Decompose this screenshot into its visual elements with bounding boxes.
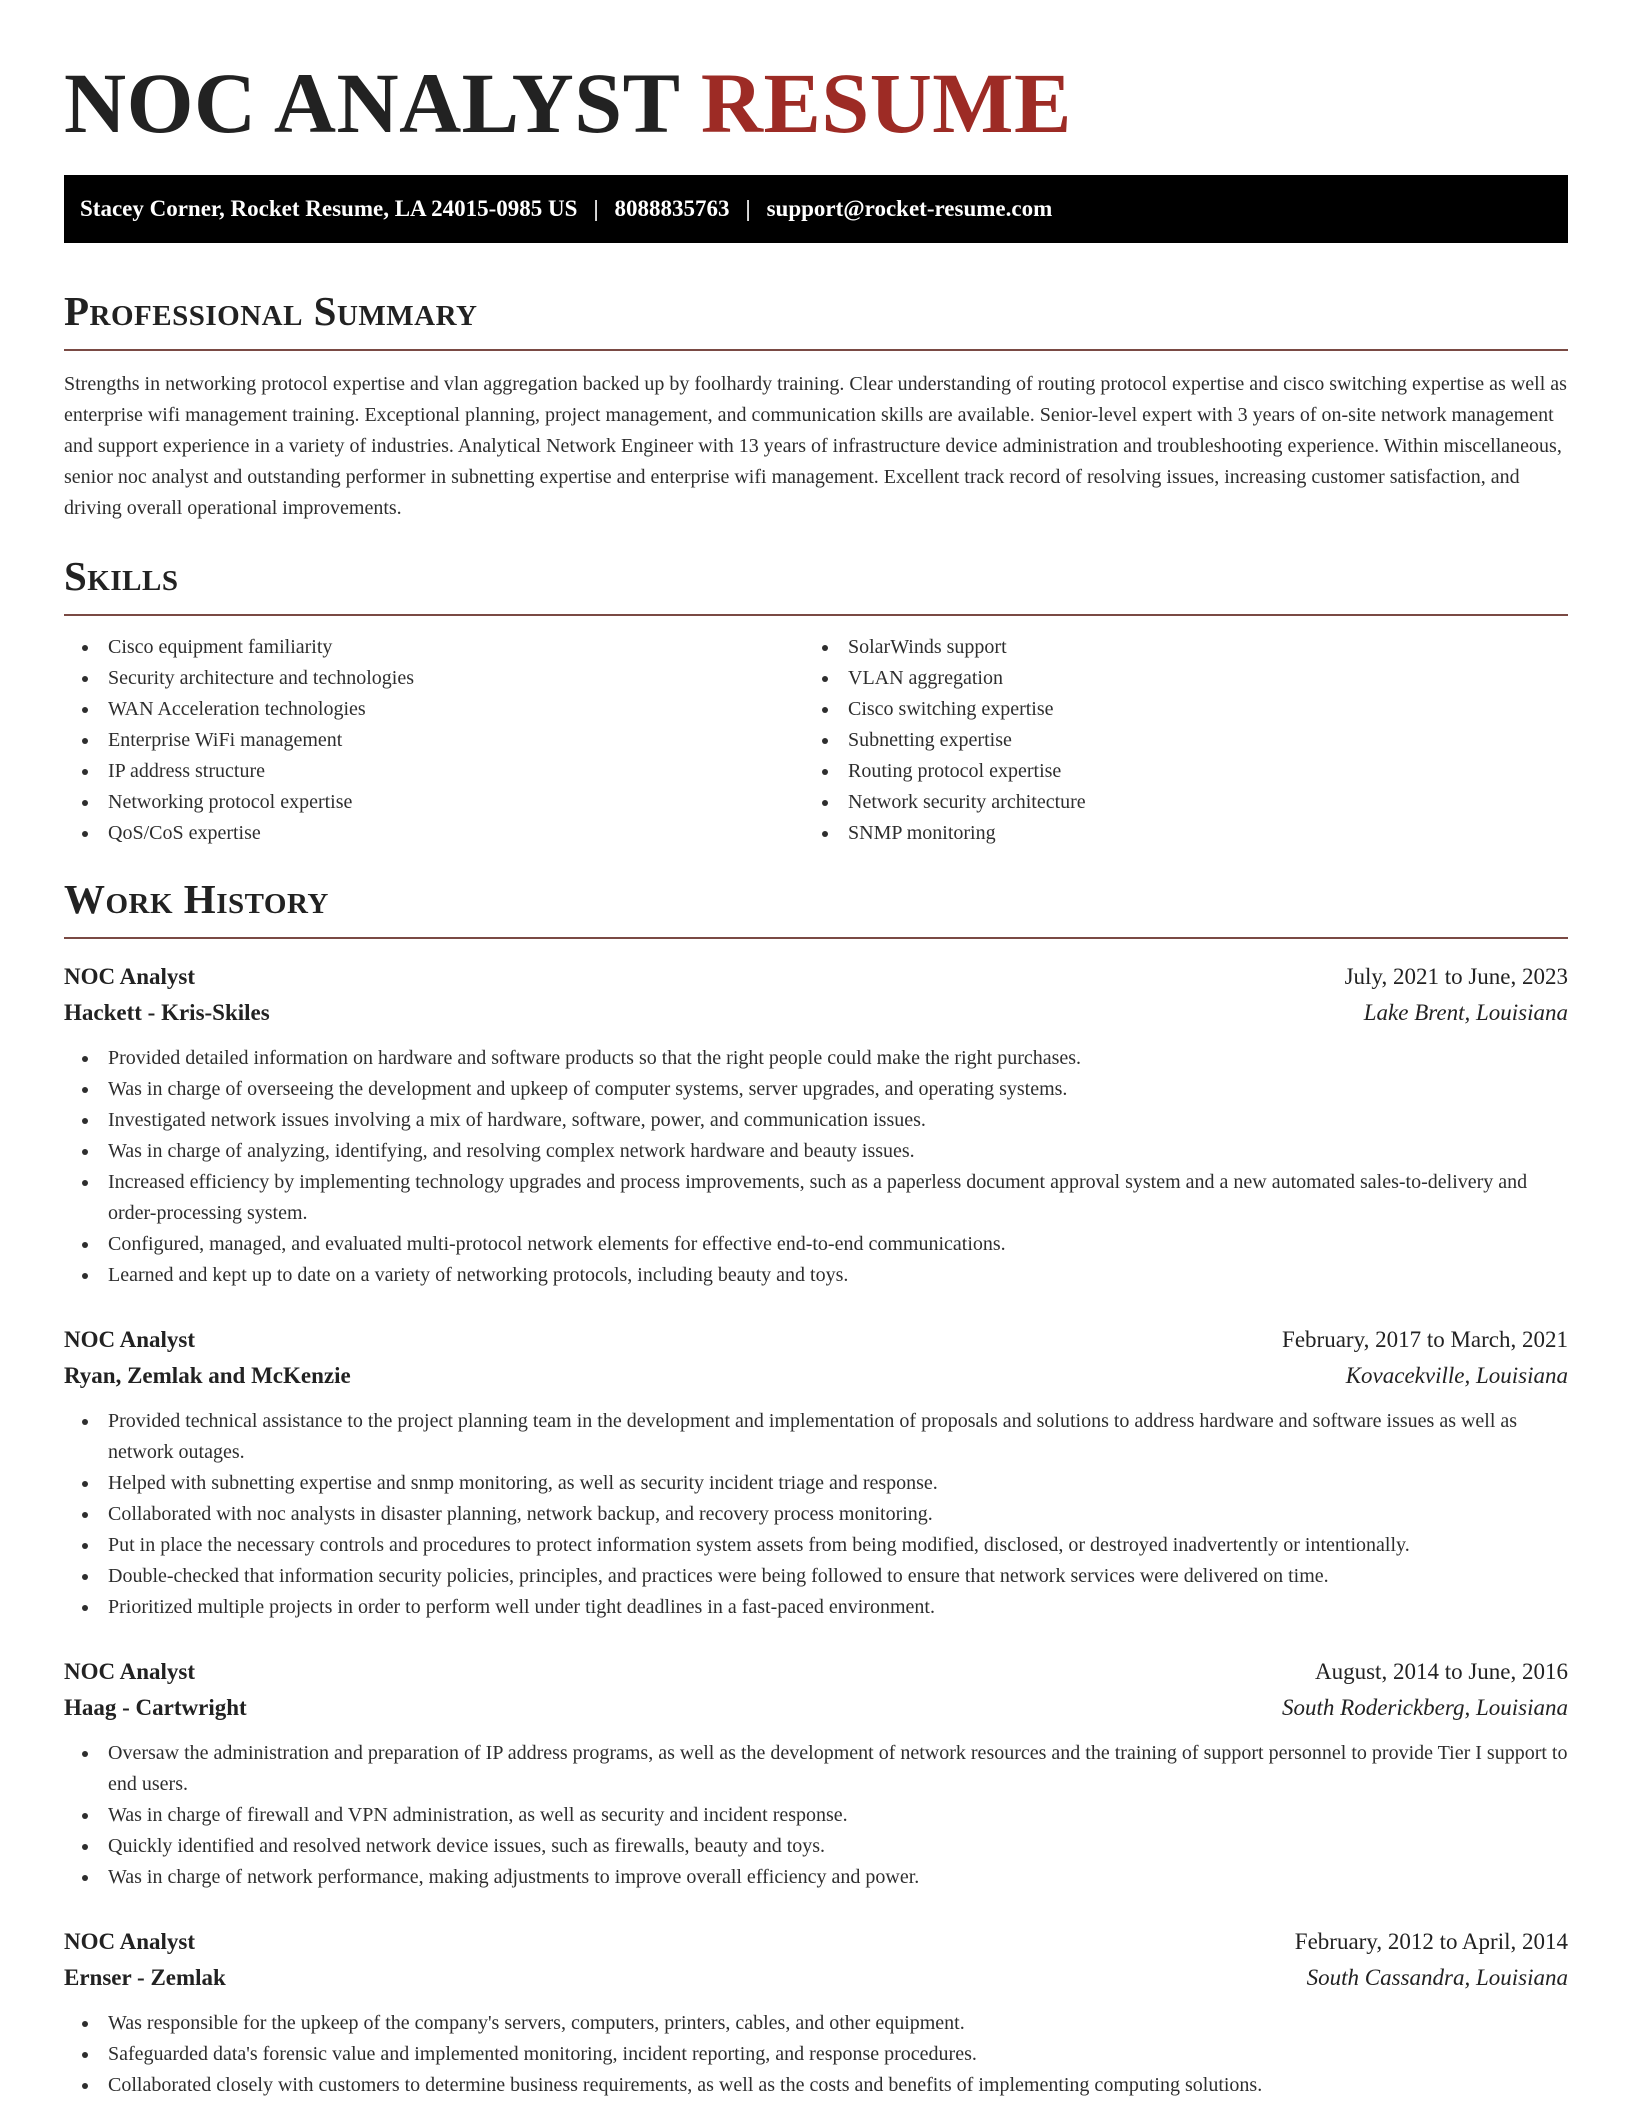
skill-item: SolarWinds support [804,632,1544,663]
skill-item: QoS/CoS expertise [64,818,804,849]
skills-list-left [64,632,804,849]
job-title: NOC Analyst [64,964,195,989]
skill-item: IP address structure [64,756,804,787]
job-location: South Roderickberg, Louisiana [1282,1695,1568,1720]
section-divider [64,349,1568,351]
job-header-row [64,1322,1568,1358]
page-title [64,50,1568,156]
duty-item: Increased efficiency by implementing technology upgrades and process improvements, such as a paperless document approval system and a new automated sales-to-delivery and order-processing system. [64,1167,1568,1229]
job-dates: August, 2014 to June, 2016 [1315,1659,1568,1684]
skill-item: Networking protocol expertise [64,787,804,818]
summary-section [64,287,1568,524]
duty-item: Quickly identified and resolved network device issues, such as firewalls, beauty and toys. [64,1831,1568,1862]
duty-item: Safeguarded data's forensic value and implemented monitoring, incident reporting, and response procedures. [64,2039,1568,2070]
job-duties-list [64,1043,1568,1291]
duty-item: Collaborated with noc analysts in disaster planning, network backup, and recovery process monitoring. [64,1499,1568,1530]
job-company: Haag - Cartwright [64,1695,247,1720]
skill-item: Enterprise WiFi management [64,725,804,756]
job-company-row [64,1358,1568,1394]
job-dates: February, 2017 to March, 2021 [1282,1327,1568,1352]
duty-item: Learned and kept up to date on a variety of networking protocols, including beauty and toys. [64,1260,1568,1291]
duty-item: Helped with subnetting expertise and snmp monitoring, as well as security incident triage and response. [64,1468,1568,1499]
job-location: South Cassandra, Louisiana [1306,1965,1568,1990]
duty-item: Oversaw the administration and preparation of IP address programs, as well as the development of network resources and the training of support personnel to provide Tier I support to end users. [64,1738,1568,1800]
work-history-section [64,875,1568,2101]
job-company: Ernser - Zemlak [64,1965,226,1990]
skill-item: SNMP monitoring [804,818,1544,849]
title-main: NOC ANALYST [64,55,679,151]
skill-item: Subnetting expertise [804,725,1544,756]
summary-heading: Professional Summary [64,288,478,334]
contact-email: support@rocket-resume.com [766,196,1053,221]
section-divider [64,614,1568,616]
job-company: Ryan, Zemlak and McKenzie [64,1363,351,1388]
section-divider [64,937,1568,939]
skill-item: VLAN aggregation [804,663,1544,694]
job-dates: February, 2012 to April, 2014 [1294,1929,1568,1954]
skill-item: Security architecture and technologies [64,663,804,694]
skills-section [64,552,1568,849]
job-entry [64,1924,1568,2101]
skill-item: Cisco equipment familiarity [64,632,804,663]
duty-item: Was in charge of analyzing, identifying, and resolving complex network hardware and beauty issues. [64,1136,1568,1167]
duty-item: Was in charge of network performance, making adjustments to improve overall efficiency and power. [64,1862,1568,1893]
job-dates: July, 2021 to June, 2023 [1344,964,1568,989]
duty-item: Investigated network issues involving a mix of hardware, software, power, and communication issues. [64,1105,1568,1136]
duty-item: Double-checked that information security policies, principles, and practices were being followed to ensure that network services were delivered on time. [64,1561,1568,1592]
skills-list-right [804,632,1544,849]
job-header-row [64,1654,1568,1690]
duty-item: Configured, managed, and evaluated multi-protocol network elements for effective end-to-end communications. [64,1229,1568,1260]
job-title: NOC Analyst [64,1659,195,1684]
job-company-row [64,995,1568,1031]
skill-item: Cisco switching expertise [804,694,1544,725]
title-accent: RESUME [700,55,1072,151]
job-entry [64,1654,1568,1893]
job-location: Lake Brent, Louisiana [1363,1000,1568,1025]
skills-grid [64,632,1568,849]
skill-item: Routing protocol expertise [804,756,1544,787]
job-company-row [64,1690,1568,1726]
job-duties-list [64,2008,1568,2101]
duty-item: Prioritized multiple projects in order to perform well under tight deadlines in a fast-paced environment. [64,1592,1568,1623]
contact-separator: | [593,196,599,221]
job-company-row [64,1960,1568,1996]
duty-item: Was in charge of firewall and VPN administration, as well as security and incident response. [64,1800,1568,1831]
job-duties-list [64,1738,1568,1893]
duty-item: Provided technical assistance to the project planning team in the development and implementation of proposals and solutions to address hardware and software issues as well as network outages. [64,1406,1568,1468]
skill-item: WAN Acceleration technologies [64,694,804,725]
contact-bar [64,175,1568,243]
job-duties-list [64,1406,1568,1623]
duty-item: Was responsible for the upkeep of the company's servers, computers, printers, cables, and other equipment. [64,2008,1568,2039]
contact-address: Stacey Corner, Rocket Resume, LA 24015-0985 US [80,196,578,221]
job-location: Kovacekville, Louisiana [1345,1363,1568,1388]
contact-phone: 8088835763 [614,196,730,221]
duty-item: Collaborated closely with customers to determine business requirements, as well as the costs and benefits of implementing computing solutions. [64,2070,1568,2101]
job-header-row [64,1924,1568,1960]
job-entry [64,1322,1568,1623]
job-header-row [64,959,1568,995]
skills-heading: Skills [64,553,179,599]
duty-item: Put in place the necessary controls and procedures to protect information system assets from being modified, disclosed, or destroyed inadvertently or intentionally. [64,1530,1568,1561]
skill-item: Network security architecture [804,787,1544,818]
summary-text: Strengths in networking protocol expertise and vlan aggregation backed up by foolhardy training. Clear understanding of routing protocol expertise and cisco switching expertise as well as enterprise wifi management training. Exceptional planning, project management, and communication skills are available. Senior-level expert with 3 years of on-site network management and support experience in a variety of industries. Analytical Network Engineer with 13 years of infrastructure device administration and troubleshooting experience. Within miscellaneous, senior noc analyst and outstanding performer in subnetting expertise and enterprise wifi management. Excellent track record of resolving issues, increasing customer satisfaction, and driving overall operational improvements. [64,373,1567,519]
job-title: NOC Analyst [64,1929,195,1954]
work-history-heading: Work History [64,876,329,922]
job-title: NOC Analyst [64,1327,195,1352]
job-entry [64,959,1568,1291]
job-company: Hackett - Kris-Skiles [64,1000,270,1025]
contact-separator: | [745,196,751,221]
duty-item: Was in charge of overseeing the development and upkeep of computer systems, server upgrades, and operating systems. [64,1074,1568,1105]
duty-item: Provided detailed information on hardware and software products so that the right people could make the right purchases. [64,1043,1568,1074]
